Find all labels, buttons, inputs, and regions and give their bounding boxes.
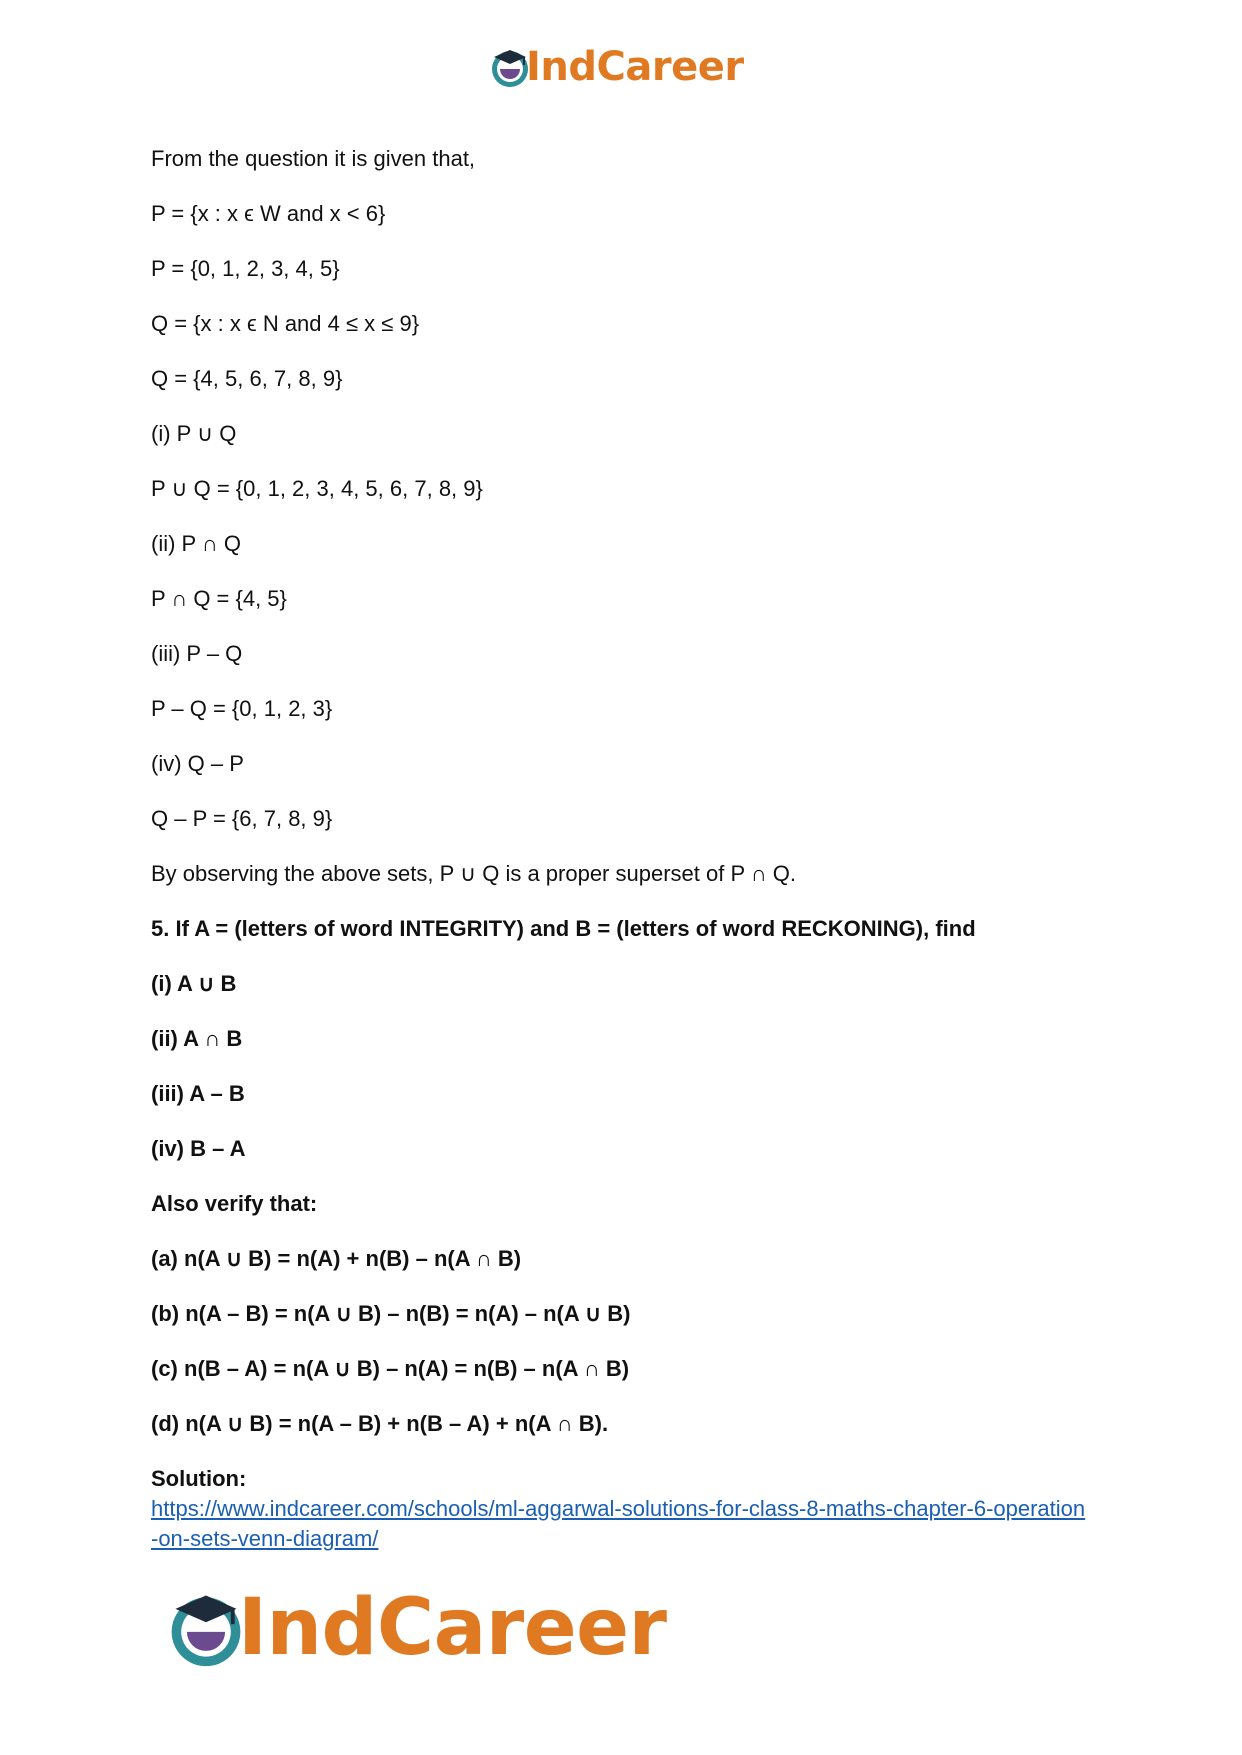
solution-text-line: (iii) P – Q (151, 641, 243, 666)
question-line: (d) n(A ∪ B) = n(A – B) + n(B – A) + n(A ∩ B). (151, 1411, 609, 1436)
solution-text-line: Q = {x : x ϵ N and 4 ≤ x ≤ 9} (151, 311, 420, 336)
question-line: (iii) A – B (151, 1081, 245, 1106)
question-line: Also verify that: (151, 1191, 318, 1216)
footer-logo-text: IndCareer (238, 1583, 667, 1673)
question-line: (c) n(B – A) = n(A ∪ B) – n(A) = n(B) – n(A ∩ B) (151, 1356, 630, 1381)
solution-text-line: P = {x : x ϵ W and x < 6} (151, 201, 386, 226)
solution-label: Solution: (151, 1466, 247, 1491)
footer-logo (164, 1585, 667, 1671)
question-line: (iv) B – A (151, 1136, 246, 1161)
graduation-cap-globe-icon (164, 1586, 248, 1670)
solution-text-line: By observing the above sets, P ∪ Q is a proper superset of P ∩ Q. (151, 861, 796, 886)
text-lines (151, 146, 1111, 1437)
header-logo-text: IndCareer (526, 44, 744, 90)
solution-text-line: Q – P = {6, 7, 8, 9} (151, 806, 333, 831)
question-line: (ii) A ∩ B (151, 1026, 243, 1051)
solution-text-line: P ∩ Q = {4, 5} (151, 586, 287, 611)
solution-text-line: P ∪ Q = {0, 1, 2, 3, 4, 5, 6, 7, 8, 9} (151, 476, 483, 501)
question-line: (i) A ∪ B (151, 971, 237, 996)
solution-text-line: (ii) P ∩ Q (151, 531, 241, 556)
solution-text-line: P = {0, 1, 2, 3, 4, 5} (151, 256, 340, 281)
solution-text-line: Q = {4, 5, 6, 7, 8, 9} (151, 366, 343, 391)
header-logo (488, 42, 744, 92)
solution-text-line: P – Q = {0, 1, 2, 3} (151, 696, 333, 721)
document-body (151, 146, 1111, 1554)
solution-text-line: (i) P ∪ Q (151, 421, 237, 446)
question-line: (a) n(A ∪ B) = n(A) + n(B) – n(A ∩ B) (151, 1246, 522, 1271)
solution-block (151, 1464, 1111, 1554)
solution-text-line: From the question it is given that, (151, 146, 476, 171)
question-line: (b) n(A – B) = n(A ∪ B) – n(B) = n(A) – n(A ∪ B) (151, 1301, 631, 1326)
question-line: 5. If A = (letters of word INTEGRITY) and B = (letters of word RECKONING), find (151, 916, 976, 941)
solution-link[interactable]: https://www.indcareer.com/schools/ml-aggarwal-solutions-for-class-8-maths-chapter-6-operation-on-sets-venn-diagram/ (151, 1496, 1086, 1551)
solution-text-line: (iv) Q – P (151, 751, 244, 776)
